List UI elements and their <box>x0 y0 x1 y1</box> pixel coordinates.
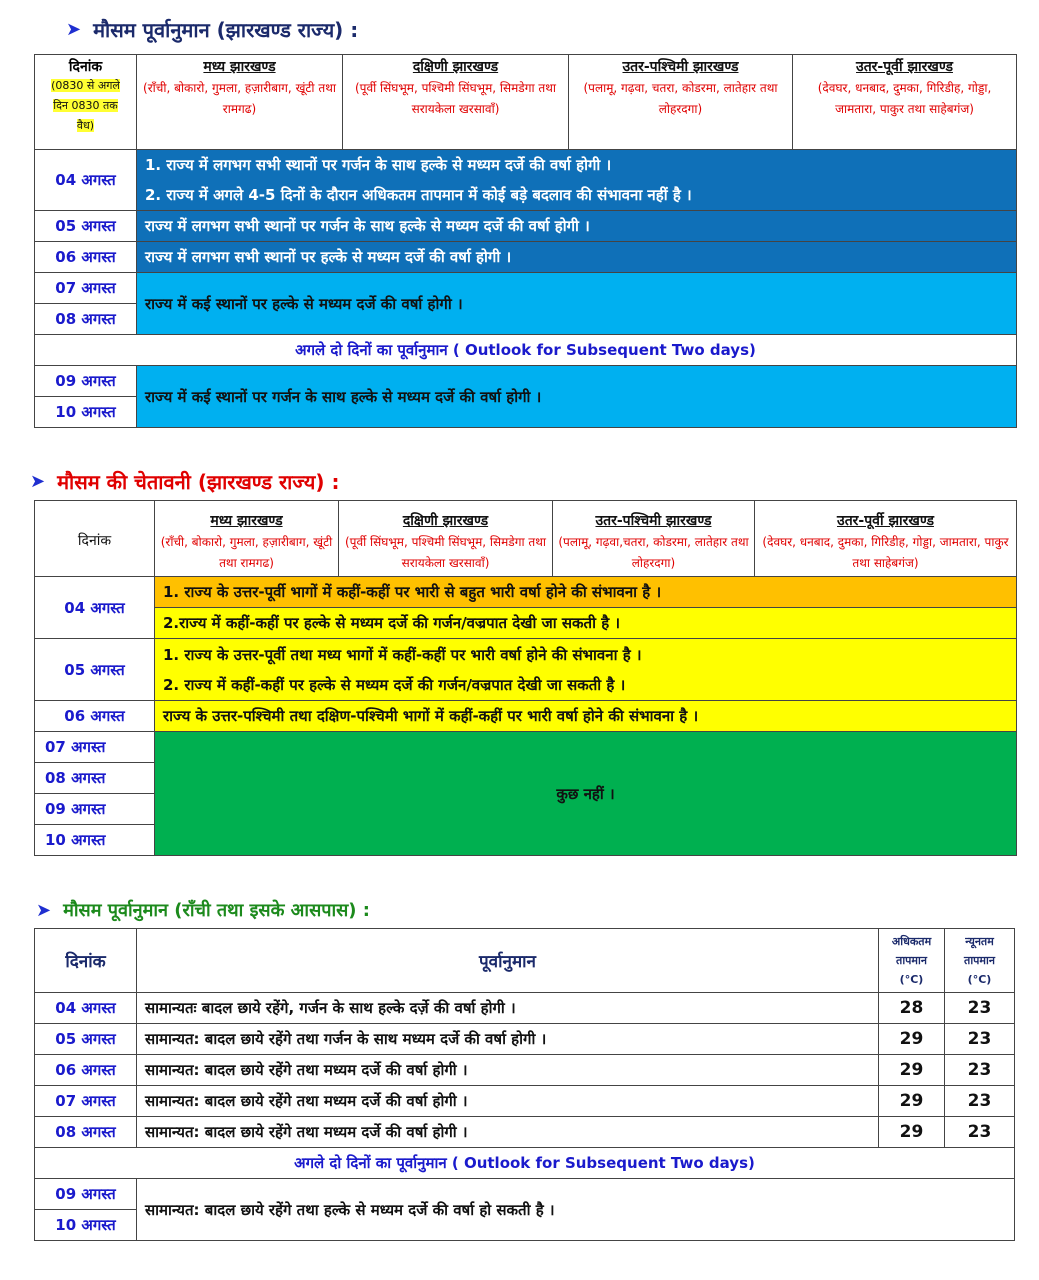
region-districts: (पूर्वी सिंघभूम, पश्चिमी सिंघभूम, सिमडेगा तथा सरायकेला खरसावाँ) <box>344 535 547 570</box>
outlook-cell: राज्य में कई स्थानों पर गर्जन के साथ हल्के से मध्यम दर्जे की वर्षा होगी । <box>137 366 1017 428</box>
region-header-northwest <box>569 55 793 150</box>
table-header-row <box>35 929 1015 993</box>
forecast-line: 2. राज्य में अगले 4-5 दिनों के दौरान अधिकतम तापमान में कोई बड़े बदलाव की संभावना नहीं है । <box>145 186 692 204</box>
table-row <box>35 366 1017 397</box>
region-districts: (देवघर, धनबाद, दुमका, गिरिडीह, गोड्डा, जामतारा, पाकुर तथा साहेबगंज) <box>817 81 992 116</box>
forecast-cell: राज्य में लगभग सभी स्थानों पर हल्के से मध्यम दर्जे की वर्षा होगी । <box>137 242 1017 273</box>
table-row <box>35 1055 1015 1086</box>
row-date: 08 अगस्त <box>35 304 137 335</box>
min-temp: 23 <box>945 1117 1015 1148</box>
row-date: 04 अगस्त <box>35 150 137 211</box>
outlook-label: अगले दो दिनों का पूर्वानुमान ( Outlook for Subsequent Two days) <box>35 1148 1015 1179</box>
table-row <box>35 242 1017 273</box>
section2-title <box>30 468 339 495</box>
row-date: 09 अगस्त <box>35 1179 137 1210</box>
max-temp-label: तापमान <box>896 954 927 967</box>
region-name: दक्षिणी झारखण्ड <box>412 59 499 75</box>
row-date: 04 अगस्त <box>35 993 137 1024</box>
max-temp-unit: (°C) <box>899 973 924 986</box>
region-districts: (देवघर, धनबाद, दुमका, गिरिडीह, गोड्डा, जामतारा, पाकुर तथा साहेबगंज) <box>762 535 1009 570</box>
region-header-central <box>137 55 343 150</box>
warning-cell-yellow: राज्य के उत्तर-पश्चिमी तथा दक्षिण-पश्चिमी भागों में कहीं-कहीं पर भारी वर्षा होने की संभावना है । <box>155 701 1017 732</box>
region-name: मध्य झारखण्ड <box>210 513 283 529</box>
table-row <box>35 273 1017 304</box>
row-date: 10 अगस्त <box>35 397 137 428</box>
forecast-header: पूर्वानुमान <box>137 929 879 993</box>
table-header-row <box>35 55 1017 150</box>
table-row <box>35 1024 1015 1055</box>
min-temp-label: न्यूनतम <box>965 935 994 948</box>
forecast-text: सामान्यत: बादल छाये रहेंगे तथा मध्यम दर्जे की वर्षा होगी । <box>137 1086 879 1117</box>
max-temp: 29 <box>879 1024 945 1055</box>
region-name: उतर-पश्चिमी झारखण्ड <box>595 513 712 529</box>
outlook-row <box>35 335 1017 366</box>
region-name: उतर-पश्चिमी झारखण्ड <box>622 59 739 75</box>
outlook-label: अगले दो दिनों का पूर्वानुमान ( Outlook for Subsequent Two days) <box>35 335 1017 366</box>
warning-cell-orange: 1. राज्य के उत्तर-पूर्वी भागों में कहीं-कहीं पर भारी से बहुत भारी वर्षा होने की संभावना है । <box>155 577 1017 608</box>
outlook-row <box>35 1148 1015 1179</box>
date-header <box>35 55 137 150</box>
forecast-text: सामान्यत: बादल छाये रहेंगे तथा गर्जन के साथ मध्यम दर्जे की वर्षा होगी । <box>137 1024 879 1055</box>
table-row <box>35 577 1017 608</box>
forecast-text: सामान्यतः बादल छाये रहेंगे, गर्जन के साथ हल्के दर्ज़े की वर्षा होगी । <box>137 993 879 1024</box>
table-row <box>35 993 1015 1024</box>
min-temp-label: तापमान <box>964 954 995 967</box>
row-date: 08 अगस्त <box>35 763 155 794</box>
min-temp-unit: (°C) <box>967 973 992 986</box>
section3-title-text: मौसम पूर्वानुमान (राँची तथा इसके आसपास) : <box>63 900 370 921</box>
row-date: 09 अगस्त <box>35 794 155 825</box>
warning-table <box>34 500 1017 856</box>
min-temp-header <box>945 929 1015 993</box>
region-header-south <box>343 55 569 150</box>
max-temp: 29 <box>879 1117 945 1148</box>
region-name: उतर-पूर्वी झारखण्ड <box>856 59 953 75</box>
validity-note-3: वैध) <box>76 119 95 132</box>
region-name: उतर-पूर्वी झारखण्ड <box>837 513 934 529</box>
table-row <box>35 639 1017 701</box>
min-temp: 23 <box>945 1055 1015 1086</box>
max-temp: 28 <box>879 993 945 1024</box>
row-date: 05 अगस्त <box>35 639 155 701</box>
forecast-text: सामान्यत: बादल छाये रहेंगे तथा मध्यम दर्जे की वर्षा होगी । <box>137 1055 879 1086</box>
date-header: दिनांक <box>35 929 137 993</box>
region-name: मध्य झारखण्ड <box>203 59 276 75</box>
date-header-label: दिनांक <box>68 59 103 75</box>
row-date: 10 अगस्त <box>35 825 155 856</box>
region-header-northeast <box>755 501 1017 577</box>
min-temp: 23 <box>945 1086 1015 1117</box>
region-districts: (पलामू, गढ़वा,चतरा, कोडरमा, लातेहार तथा लोहरदगा) <box>558 535 749 570</box>
section3-title <box>36 898 370 922</box>
warning-line: 2. राज्य में कहीं-कहीं पर हल्के से मध्यम दर्जे की गर्जन/वज्रपात देखी जा सकती है । <box>163 675 626 694</box>
row-date: 07 अगस्त <box>35 1086 137 1117</box>
table-row <box>35 1086 1015 1117</box>
row-date: 05 अगस्त <box>35 1024 137 1055</box>
min-temp: 23 <box>945 1024 1015 1055</box>
validity-note-2: दिन 0830 तक <box>53 99 118 112</box>
forecast-cell: राज्य में लगभग सभी स्थानों पर गर्जन के साथ हल्के से मध्यम दर्जे की वर्षा होगी । <box>137 211 1017 242</box>
forecast-line: 1. राज्य में लगभग सभी स्थानों पर गर्जन के साथ हल्के से मध्यम दर्जे की वर्षा होगी । <box>145 156 612 174</box>
warning-line: 1. राज्य के उत्तर-पूर्वी तथा मध्य भागों में कहीं-कहीं पर भारी वर्षा होने की संभावना है । <box>163 645 642 664</box>
row-date: 06 अगस्त <box>35 1055 137 1086</box>
forecast-text: सामान्यत: बादल छाये रहेंगे तथा मध्यम दर्जे की वर्षा होगी । <box>137 1117 879 1148</box>
table-row <box>35 150 1017 211</box>
table-row <box>35 732 1017 763</box>
arrow-bullet-icon: ➤ <box>30 471 46 492</box>
max-temp: 29 <box>879 1055 945 1086</box>
arrow-bullet-icon: ➤ <box>66 19 82 40</box>
arrow-bullet-icon: ➤ <box>36 899 52 921</box>
section1-title-text: मौसम पूर्वानुमान (झारखण्ड राज्य) : <box>93 18 359 42</box>
section1-title <box>66 16 358 43</box>
region-header-northeast <box>793 55 1017 150</box>
region-name: दक्षिणी झारखण्ड <box>402 513 489 529</box>
row-date: 07 अगस्त <box>35 273 137 304</box>
table-row <box>35 211 1017 242</box>
row-date: 08 अगस्त <box>35 1117 137 1148</box>
outlook-text: सामान्यत: बादल छाये रहेंगे तथा हल्के से मध्यम दर्जे की वर्षा हो सकती है । <box>137 1179 1015 1241</box>
row-date: 07 अगस्त <box>35 732 155 763</box>
date-header: दिनांक <box>35 501 155 577</box>
table-row <box>35 701 1017 732</box>
forecast-cell <box>137 150 1017 211</box>
table-header-row <box>35 501 1017 577</box>
no-warning-cell: कुछ नहीं । <box>155 732 1017 856</box>
forecast-cell-merged: राज्य में कई स्थानों पर हल्के से मध्यम दर्जे की वर्षा होगी । <box>137 273 1017 335</box>
max-temp: 29 <box>879 1086 945 1117</box>
region-districts: (राँची, बोकारो, गुमला, हज़ारीबाग, खूंटी तथा रामगढ) <box>143 81 336 116</box>
region-districts: (पलामू, गढ़वा, चतरा, कोडरमा, लातेहार तथा लोहरदगा) <box>583 81 778 116</box>
row-date: 09 अगस्त <box>35 366 137 397</box>
region-districts: (पूर्वी सिंघभूम, पश्चिमी सिंघभूम, सिमडेगा तथा सरायकेला खरसावाँ) <box>354 81 557 116</box>
table-row <box>35 608 1017 639</box>
ranchi-forecast-table <box>34 928 1015 1241</box>
max-temp-header <box>879 929 945 993</box>
row-date: 05 अगस्त <box>35 211 137 242</box>
region-header-central <box>155 501 339 577</box>
table-row <box>35 1179 1015 1210</box>
row-date: 10 अगस्त <box>35 1210 137 1241</box>
validity-note-1: (0830 से अगले <box>51 79 120 92</box>
row-date: 06 अगस्त <box>35 242 137 273</box>
section2-title-text: मौसम की चेतावनी (झारखण्ड राज्य) : <box>57 470 340 494</box>
table-row <box>35 1117 1015 1148</box>
region-header-south <box>339 501 553 577</box>
region-districts: (राँची, बोकारो, गुमला, हज़ारीबाग, खूंटी तथा रामगढ) <box>160 535 333 570</box>
row-date: 04 अगस्त <box>35 577 155 639</box>
min-temp: 23 <box>945 993 1015 1024</box>
region-header-northwest <box>553 501 755 577</box>
max-temp-label: अधिकतम <box>891 935 932 948</box>
row-date: 06 अगस्त <box>35 701 155 732</box>
warning-cell-yellow <box>155 639 1017 701</box>
warning-cell-yellow: 2.राज्य में कहीं-कहीं पर हल्के से मध्यम दर्जे की गर्जन/वज्रपात देखी जा सकती है । <box>155 608 1017 639</box>
state-forecast-table <box>34 54 1017 428</box>
